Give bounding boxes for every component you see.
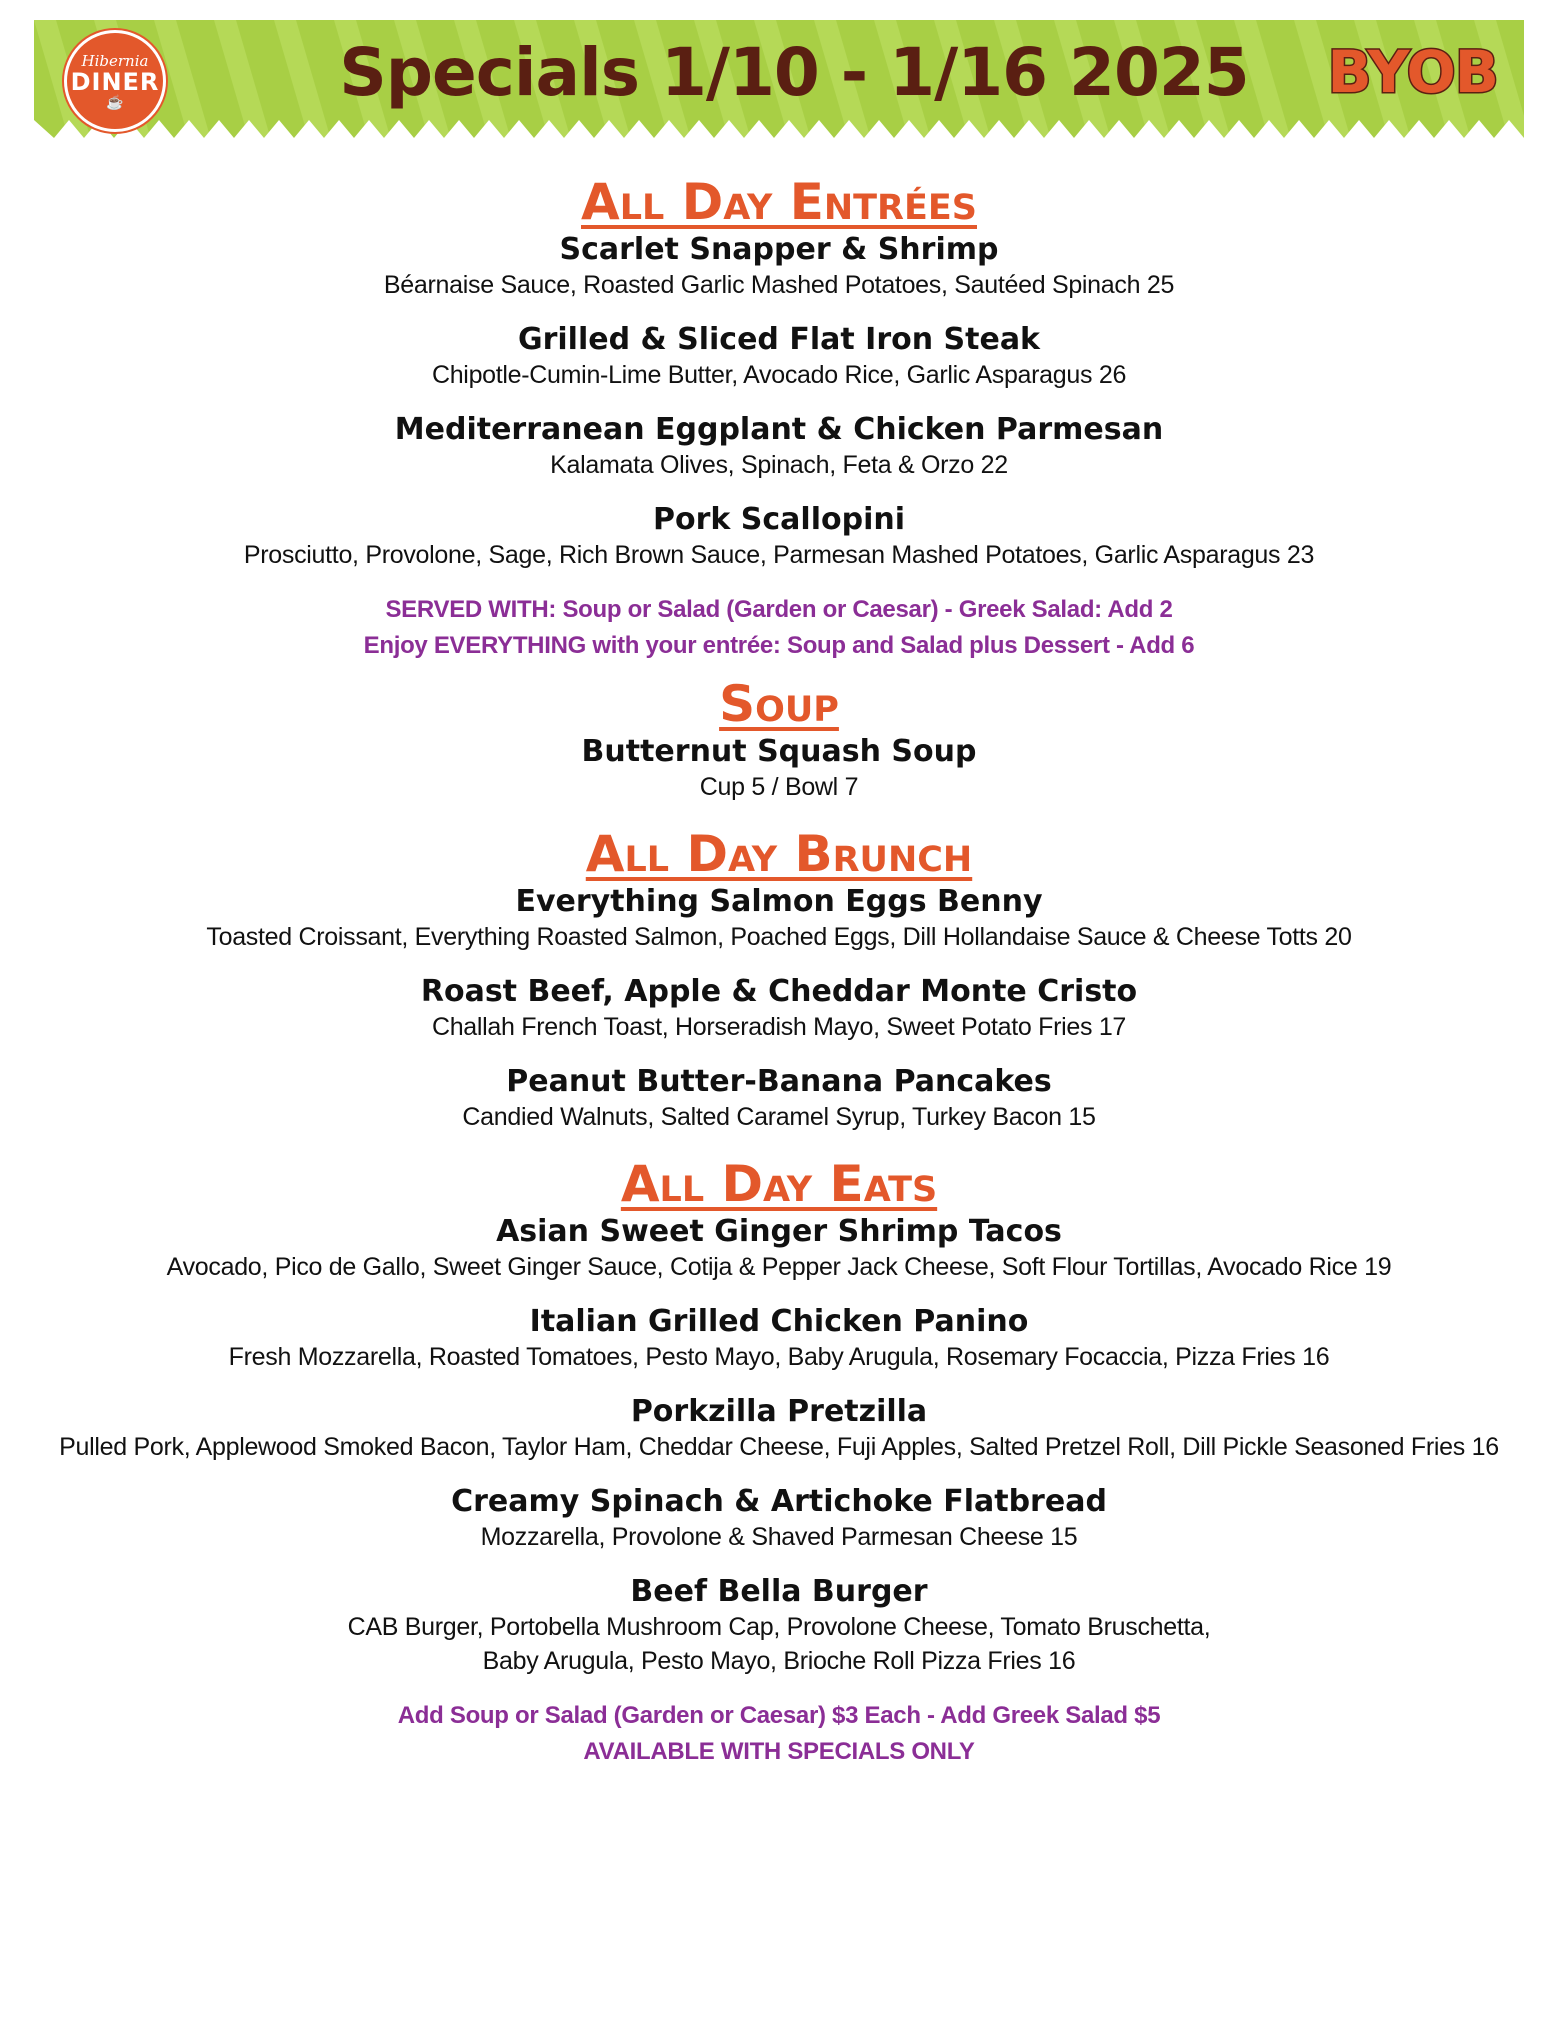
item-description: Challah French Toast, Horseradish Mayo, Sweet Potato Fries 17 (431, 1013, 1127, 1041)
item-description: Kalamata Olives, Spinach, Feta & Orzo 22 (550, 451, 1008, 479)
menu-item (0, 232, 1558, 302)
served-with-note: SERVED WITH: Soup or Salad (Garden or Caesar) - Greek Salad: Add 2 (385, 596, 1173, 623)
item-description: Chipotle-Cumin-Lime Butter, Avocado Rice, Garlic Asparagus 26 (431, 361, 1127, 389)
item-description: Pulled Pork, Applewood Smoked Bacon, Taylor Ham, Cheddar Cheese, Fuji Apples, Salted Pretzel Roll, Dill Pickle Seasoned Fries 16 (59, 1433, 1499, 1461)
menu-item (0, 1304, 1558, 1374)
section-eats (0, 1154, 1558, 1770)
page-title: Specials 1/10 - 1/16 2025 (339, 34, 1249, 111)
menu-item (0, 734, 1558, 804)
section-title: Soup (719, 675, 839, 733)
diner-logo (64, 30, 166, 132)
menu-item (0, 1574, 1558, 1678)
menu-item (0, 1064, 1558, 1134)
section-soup (0, 674, 1558, 804)
item-name: Mediterranean Eggplant & Chicken Parmesan (394, 412, 1164, 447)
menu-item (0, 974, 1558, 1044)
add-soup-salad-note: Add Soup or Salad (Garden or Caesar) $3 Each - Add Greek Salad $5 (397, 1702, 1161, 1729)
item-name: Beef Bella Burger (630, 1574, 928, 1609)
section-entrees (0, 172, 1558, 664)
menu-item (0, 322, 1558, 392)
coffee-cup-icon: ☕ (106, 94, 124, 110)
item-description: Candied Walnuts, Salted Caramel Syrup, Turkey Bacon 15 (462, 1103, 1096, 1131)
section-brunch (0, 824, 1558, 1134)
item-description: Toasted Croissant, Everything Roasted Salmon, Poached Eggs, Dill Hollandaise Sauce & Cheese Totts 20 (206, 923, 1352, 951)
item-description: Fresh Mozzarella, Roasted Tomatoes, Pesto Mayo, Baby Arugula, Rosemary Focaccia, Pizza Fries 16 (228, 1343, 1330, 1371)
item-name: Grilled & Sliced Flat Iron Steak (517, 322, 1041, 357)
section-title: All Day Eats (620, 1155, 938, 1213)
item-name: Porkzilla Pretzilla (630, 1394, 928, 1429)
item-description: Prosciutto, Provolone, Sage, Rich Brown Sauce, Parmesan Mashed Potatoes, Garlic Asparagus 23 (243, 541, 1315, 569)
logo-main-text: DINER (70, 68, 160, 96)
item-description-line2: Baby Arugula, Pesto Mayo, Brioche Roll Pizza Fries 16 (482, 1647, 1076, 1675)
item-name: Asian Sweet Ginger Shrimp Tacos (496, 1214, 1062, 1249)
section-title: All Day Brunch (585, 825, 973, 883)
item-description: Béarnaise Sauce, Roasted Garlic Mashed Potatoes, Sautéed Spinach 25 (383, 271, 1175, 299)
item-name: Peanut Butter-Banana Pancakes (506, 1064, 1052, 1099)
section-title: All Day Entrées (581, 173, 977, 231)
item-name: Scarlet Snapper & Shrimp (559, 232, 999, 267)
item-name: Italian Grilled Chicken Panino (529, 1304, 1029, 1339)
byob-badge: BYOB (1327, 38, 1498, 106)
item-name: Roast Beef, Apple & Cheddar Monte Cristo (420, 974, 1138, 1009)
menu-item (0, 1214, 1558, 1284)
item-description: Avocado, Pico de Gallo, Sweet Ginger Sauce, Cotija & Pepper Jack Cheese, Soft Flour Tortillas, Avocado Rice 19 (166, 1253, 1392, 1281)
item-name: Pork Scallopini (653, 502, 905, 537)
specials-only-note: AVAILABLE WITH SPECIALS ONLY (583, 1738, 975, 1765)
enjoy-everything-note: Enjoy EVERYTHING with your entrée: Soup and Salad plus Dessert - Add 6 (363, 632, 1195, 659)
menu-item (0, 1484, 1558, 1554)
header-banner (34, 20, 1524, 150)
logo-script-text: Hibernia (81, 52, 149, 70)
menu-item (0, 412, 1558, 482)
item-name: Creamy Spinach & Artichoke Flatbread (451, 1484, 1107, 1519)
item-name: Everything Salmon Eggs Benny (515, 884, 1043, 919)
item-description: Mozzarella, Provolone & Shaved Parmesan Cheese 15 (480, 1523, 1078, 1551)
item-name: Butternut Squash Soup (581, 734, 977, 769)
item-description: Cup 5 / Bowl 7 (699, 773, 859, 801)
menu-item (0, 502, 1558, 572)
menu-content (0, 172, 1558, 1770)
item-description: CAB Burger, Portobella Mushroom Cap, Provolone Cheese, Tomato Bruschetta, (347, 1613, 1211, 1641)
menu-item (0, 884, 1558, 954)
menu-item (0, 1394, 1558, 1464)
